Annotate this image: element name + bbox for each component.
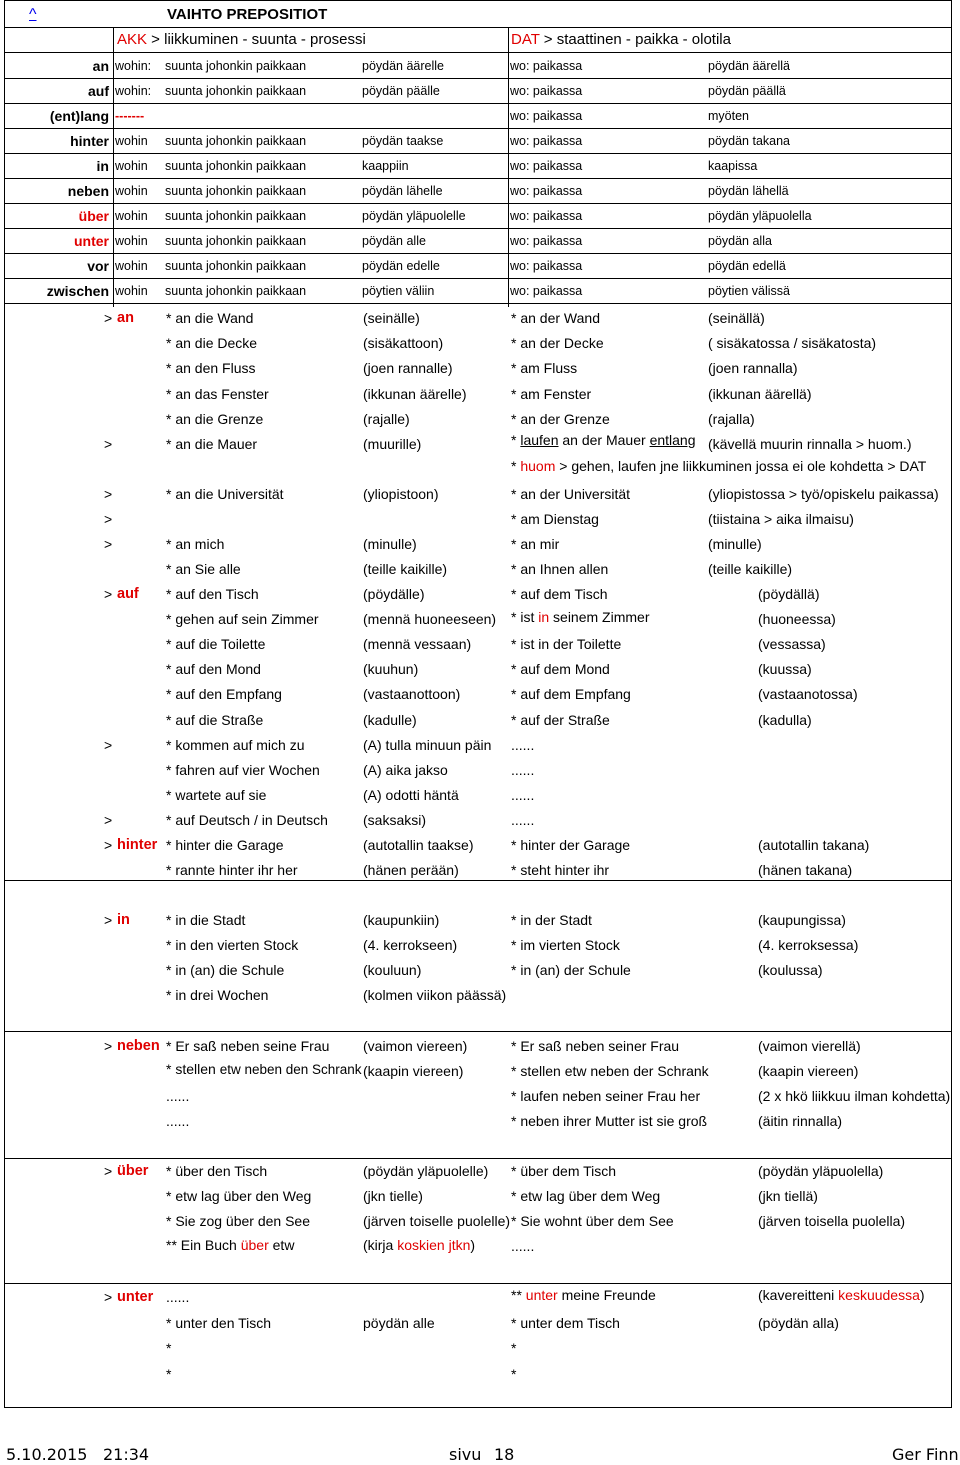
row-marker: > [104,1038,113,1054]
table-akk-example: pöydän päälle [362,84,440,98]
dat-translation: (joen rannalla) [708,360,798,376]
dat-example: * über dem Tisch [511,1163,617,1179]
akk-translation: (pöydän yläpuolelle) [363,1163,489,1179]
dat-translation: (koulussa) [758,962,823,978]
dat-translation: (rajalla) [708,411,755,427]
table-dat-example: pöydän lähellä [708,184,789,198]
table-dat-question: wo: paikassa [510,259,583,273]
row-marker: > [104,1163,113,1179]
table-dat-question: wo: paikassa [510,209,583,223]
table-akk-question: wohin [115,284,148,298]
footer-date: 5.10.2015 [6,1445,88,1464]
footer-page-word: sivu [449,1445,482,1464]
akk-example: * an die Grenze [166,411,264,427]
dat-example: * [511,1365,517,1382]
akk-example: * in (an) die Schule [166,962,285,978]
row-marker: > [104,1289,113,1305]
akk-example: * auf den Tisch [166,586,259,602]
akk-translation: (mennä vessaan) [363,636,472,653]
akk-translation: (saksaksi) [363,811,427,828]
dat-example: * an der Wand [511,310,600,326]
table-akk-example: pöydän äärelle [362,59,445,73]
dat-example: * am Fenster [511,386,592,402]
akk-translation: (A) aika jakso [363,761,448,778]
table-akk-example: pöydän lähelle [362,184,443,198]
akk-translation: (hänen perään) [363,862,459,878]
akk-example: * etw lag über den Weg [166,1188,312,1204]
dat-example: * am Fluss [511,360,578,376]
table-akk-example: pöydän taakse [362,134,444,148]
table-akk-example: kaappiin [362,159,409,173]
page-footer [0,1445,960,1465]
table-dat-question: wo: paikassa [510,234,583,248]
dat-example: ...... [511,786,535,803]
akk-translation: (kaapin viereen) [363,1063,464,1079]
table-dat-question: wo: paikassa [510,84,583,98]
dat-example: * etw lag über dem Weg [511,1188,661,1204]
akk-translation: (minulle) [363,536,417,552]
akk-example: * an Sie alle [166,561,241,577]
akk-translation: (rajalle) [363,411,410,427]
dat-heading: DAT > staattinen - paikka - olotila [511,31,731,48]
section-label-neben: neben [117,1038,160,1054]
akk-example: * wartete auf sie [166,786,267,803]
dat-translation: (autotallin takana) [758,837,870,853]
akk-example: * an die Universität [166,486,284,502]
row-marker: > [104,511,113,527]
table-akk-desc: suunta johonkin paikkaan [165,259,307,273]
row-marker: > [104,837,113,853]
row-marker: > [104,536,113,552]
uber-buch-example: ** Ein Buch über etw [166,1237,295,1253]
table-akk-question: wohin: [115,59,152,73]
dat-example: ...... [511,1238,535,1254]
akk-example: ...... [166,1088,190,1104]
dat-example: * auf dem Tisch [511,586,608,602]
akk-example: * auf die Straße [166,711,264,728]
akk-translation: (järven toiselle puolelle) [363,1213,511,1229]
table-akk-desc: suunta johonkin paikkaan [165,184,307,198]
table-preposition: vor [87,258,109,274]
dat-translation: (vastaanotossa) [758,686,858,703]
dat-example: * auf dem Empfang [511,686,631,703]
akk-translation: (sisäkattoon) [363,335,444,351]
dat-example: * ist in der Toilette [511,636,622,653]
table-akk-example: pöydän yläpuolelle [362,209,466,223]
akk-translation: (vastaanottoon) [363,686,461,703]
akk-translation: (pöydälle) [363,586,425,602]
dat-translation: (äitin rinnalla) [758,1113,843,1129]
dat-translation: (2 x hkö liikkuu ilman kohdetta) [758,1088,951,1104]
table-akk-question: wohin: [115,84,152,98]
dat-example: * Er saß neben seiner Frau [511,1038,680,1054]
neben-stellen-example: * stellen etw neben den Schrank [166,1061,362,1077]
table-preposition: neben [67,183,109,199]
table-dat-question: wo: paikassa [510,159,583,173]
dat-example: * neben ihrer Mutter ist sie groß [511,1113,708,1129]
dat-translation: (hänen takana) [758,862,853,878]
row-marker: > [104,736,113,753]
table-akk-example: pöydän alle [362,234,426,248]
dat-example: * hinter der Garage [511,837,631,853]
dat-example: * am Dienstag [511,511,599,527]
dat-translation: (vessassa) [758,636,826,653]
dat-translation: (kaapin viereen) [758,1063,859,1079]
akk-translation: (kuuhun) [363,661,419,678]
page-title: VAIHTO PREPOSITIOT [167,6,328,23]
section-label-hinter: hinter [117,837,158,853]
dat-translation: (minulle) [708,536,762,552]
section-label-uber: über [117,1163,149,1179]
table-akk-desc: suunta johonkin paikkaan [165,134,307,148]
akk-translation: (4. kerrokseen) [363,937,458,953]
table-akk-question: wohin [115,134,148,148]
dat-translation: (pöydän yläpuolella) [758,1163,884,1179]
dat-example: * an der Universität [511,486,631,502]
dat-example: * an mir [511,536,560,552]
dat-example: * steht hinter ihr [511,862,610,878]
akk-translation: (jkn tielle) [363,1188,423,1204]
akk-example: * an das Fenster [166,386,269,402]
table-akk-question: wohin [115,259,148,273]
an-huom-note: * huom > gehen, laufen jne liikkuminen jossa ei ole kohdetta > DAT [511,458,927,474]
table-dat-question: wo: paikassa [510,59,583,73]
akk-example: * in die Stadt [166,912,246,928]
akk-example: ...... [166,1113,190,1129]
table-preposition: an [92,58,109,74]
footer-time: 21:34 [103,1445,150,1464]
table-dat-example: pöydän yläpuolella [708,209,812,223]
dat-example: * laufen neben seiner Frau her [511,1088,701,1104]
uber-kirja-translation: (kirja koskien jtkn) [363,1237,476,1253]
akk-example: * auf den Empfang [166,686,282,703]
akk-translation: (kolmen viikon päässä) [363,987,507,1003]
dat-translation: (seinällä) [708,310,765,326]
table-akk-question: wohin [115,184,148,198]
table-dat-example: pöydän päällä [708,84,786,98]
table-dat-example: pöydän äärellä [708,59,791,73]
akk-example: * an mich [166,536,225,552]
table-akk-desc: suunta johonkin paikkaan [165,284,307,298]
table-dat-question: wo: paikassa [510,284,583,298]
akk-translation: (A) odotti häntä [363,786,459,803]
akk-example: * Er saß neben seine Frau [166,1038,330,1054]
dat-example: * an der Grenze [511,411,610,427]
table-preposition: hinter [70,133,109,149]
akk-translation: (mennä huoneeseen) [363,611,497,628]
table-dat-example: pöydän takana [708,134,791,148]
an-mauer-example: * laufen an der Mauer entlang [511,432,696,448]
dat-translation: (yliopistossa > työ/opiskelu paikassa) [708,486,939,502]
dat-example: * [511,1340,517,1356]
dat-translation: (järven toisella puolella) [758,1213,906,1229]
table-akk-example: pöytien väliin [362,284,435,298]
dat-translation: (pöydän alla) [758,1314,839,1331]
dat-example: * im vierten Stock [511,937,620,953]
dat-example: * an der Decke [511,335,604,351]
dat-example: ...... [511,736,535,753]
table-dat-question: wo: paikassa [510,109,583,123]
table-preposition: (ent)lang [49,108,109,124]
dat-translation: (vaimon vierellä) [758,1038,861,1054]
dat-translation: (kadulla) [758,711,812,728]
up-link[interactable]: ^ [29,6,37,23]
table-akk-example: pöydän edelle [362,259,440,273]
akk-translation: (kouluun) [363,962,422,978]
table-preposition: zwischen [46,283,109,299]
dat-example: * Sie wohnt über dem See [511,1213,674,1229]
dat-translation: (4. kerroksessa) [758,937,859,953]
akk-example: * kommen auf mich zu [166,736,305,753]
table-akk-question: ------- [115,109,145,123]
table-akk-desc: suunta johonkin paikkaan [165,159,307,173]
grammar-sheet [4,0,952,1408]
akk-example: * hinter die Garage [166,837,284,853]
section-label-auf: auf [117,586,139,602]
akk-translation: (yliopistoon) [363,486,439,502]
akk-example: ...... [166,1289,190,1305]
row-marker: > [104,586,113,602]
dat-translation: (kuussa) [758,661,812,678]
row-marker: > [104,436,113,452]
akk-example: * [166,1340,172,1356]
table-dat-example: pöydän alla [708,234,772,248]
table-dat-question: wo: paikassa [510,134,583,148]
akk-translation: (ikkunan äärelle) [363,386,467,402]
akk-example: * an den Fluss [166,360,256,376]
akk-example: * auf Deutsch / in Deutsch [166,811,328,828]
unter-freunde-example: ** unter meine Freunde [511,1287,656,1303]
table-dat-example: kaapissa [708,159,758,173]
footer-page-number: 18 [494,1445,515,1464]
table-preposition: auf [88,83,109,99]
dat-translation: (pöydällä) [758,586,820,602]
table-akk-question: wohin [115,159,148,173]
akk-example: * Sie zog über den See [166,1213,310,1229]
unter-kav-translation: (kavereitteni keskuudessa) [758,1287,925,1303]
header-divider [5,27,951,28]
section-label-unter: unter [117,1289,154,1305]
dat-example: * stellen etw neben der Schrank [511,1063,709,1079]
akk-translation: pöydän alle [363,1314,435,1331]
dat-example: * in der Stadt [511,912,592,928]
table-dat-example: pöydän edellä [708,259,786,273]
table-akk-desc: suunta johonkin paikkaan [165,84,307,98]
akk-example: * in den vierten Stock [166,937,299,953]
dat-example: * auf dem Mond [511,661,610,678]
akk-example: * an die Wand [166,310,254,326]
section-label-in: in [117,912,130,928]
dat-translation: (huoneessa) [758,611,836,628]
akk-translation: (autotallin taakse) [363,837,474,853]
dat-example: ...... [511,761,535,778]
row-marker: > [104,486,113,502]
akk-example: * über den Tisch [166,1163,268,1179]
akk-example: * auf die Toilette [166,636,266,653]
table-akk-desc: suunta johonkin paikkaan [165,234,307,248]
table-preposition: in [96,158,109,174]
akk-heading: AKK > liikkuminen - suunta - prosessi [117,31,366,48]
table-akk-desc: suunta johonkin paikkaan [165,59,307,73]
dat-example: * auf der Straße [511,711,610,728]
akk-translation: (joen rannalle) [363,360,453,376]
dat-translation: (ikkunan äärellä) [708,386,812,402]
akk-translation: (teille kaikille) [363,561,448,577]
akk-translation: (kaupunkiin) [363,912,440,928]
akk-example: * gehen auf sein Zimmer [166,611,319,628]
dat-example: * unter dem Tisch [511,1314,620,1331]
table-dat-example: myöten [708,109,749,123]
akk-translation: (vaimon viereen) [363,1038,468,1054]
footer-doc-name: Ger Finn [892,1445,959,1464]
akk-translation: (seinälle) [363,310,420,326]
dat-example: * in (an) der Schule [511,962,631,978]
table-akk-desc: suunta johonkin paikkaan [165,209,307,223]
dat-translation: (kävellä muurin rinnalla > huom.) [708,436,912,452]
akk-example: * fahren auf vier Wochen [166,761,320,778]
row-marker: > [104,912,113,928]
akk-translation: (A) tulla minuun päin [363,736,492,753]
akk-translation: (kadulle) [363,711,417,728]
akk-translation: (muurille) [363,436,422,452]
table-preposition: über [78,208,109,224]
auf-zimmer-example: * ist in seinem Zimmer [511,609,650,625]
row-marker: > [104,310,113,326]
akk-example: * an die Decke [166,335,258,351]
dat-translation: (kaupungissa) [758,912,846,928]
table-akk-question: wohin [115,209,148,223]
akk-example: * unter den Tisch [166,1314,272,1331]
table-akk-question: wohin [115,234,148,248]
table-preposition: unter [74,233,109,249]
row-marker: > [104,811,113,828]
dat-translation: (jkn tiellä) [758,1188,818,1204]
dat-example: * an Ihnen allen [511,561,609,577]
akk-example: * in drei Wochen [166,987,269,1003]
dat-translation: (tiistaina > aika ilmaisu) [708,511,854,527]
akk-example: * [166,1365,172,1382]
section-label-an: an [117,310,134,326]
dat-translation: (teille kaikille) [708,561,793,577]
table-dat-example: pöytien välissä [708,284,790,298]
dat-translation: ( sisäkatossa / sisäkatosta) [708,335,877,351]
table-dat-question: wo: paikassa [510,184,583,198]
akk-example: * auf den Mond [166,661,261,678]
akk-example: * rannte hinter ihr her [166,862,298,878]
akk-example: * an die Mauer [166,436,258,452]
dat-example: ...... [511,811,535,828]
